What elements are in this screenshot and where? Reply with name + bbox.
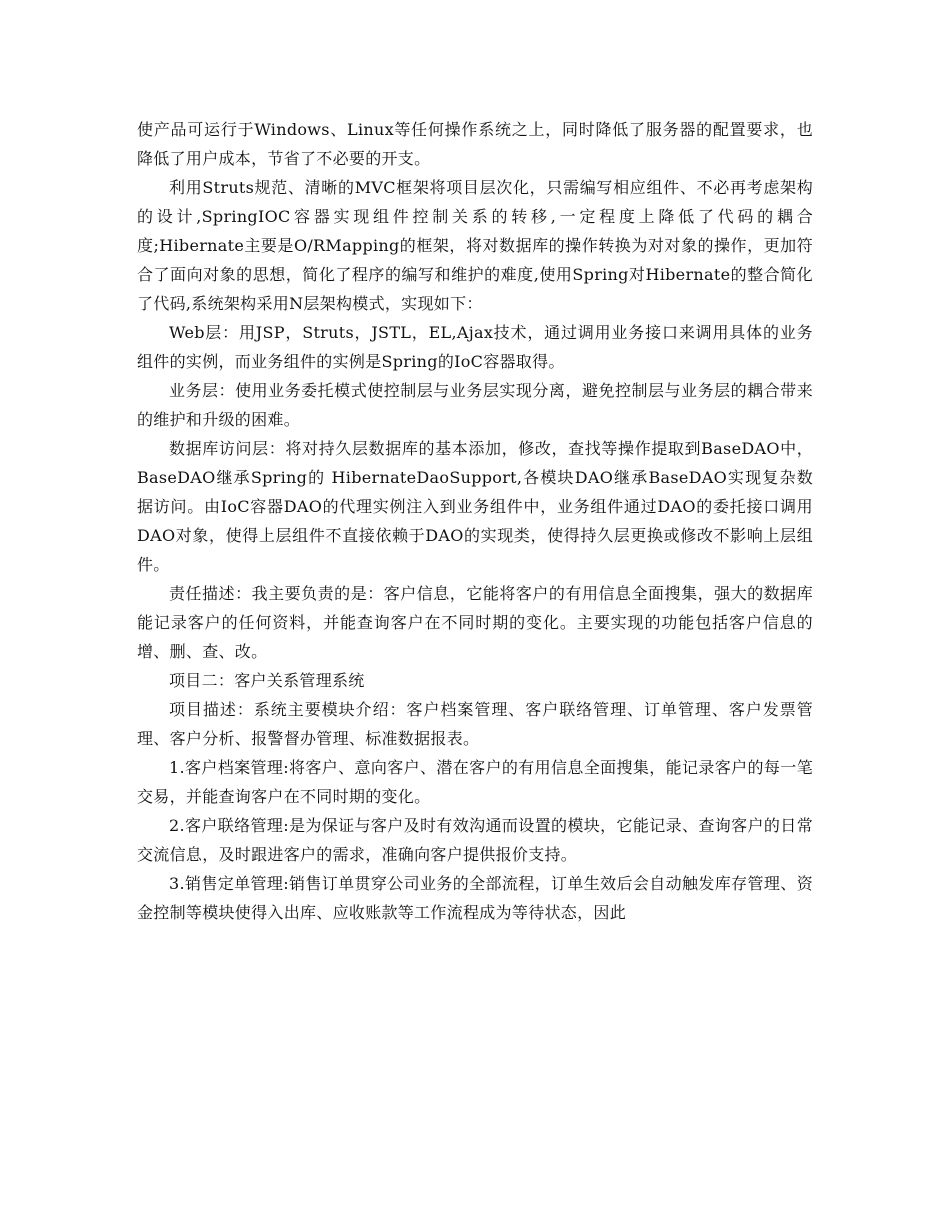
paragraph-architecture: 利用Struts规范、清晰的MVC框架将项目层次化，只需编写相应组件、不必再考虑架构的设计,SpringIOC容器实现组件控制关系的转移,一定程度上降低了代码的耦合度;Hibernate主要是O/RMapping的框架，将对数据库的操作转换为对对象的操作，更加符合了面向对象的思想，简化了程序的编写和维护的难度,使用Spring对Hibernate的整合简化了代码,系统架构采用N层架构模式，实现如下： [137, 178, 813, 313]
paragraph-os-compatibility: 使产品可运行于Windows、Linux等任何操作系统之上，同时降低了服务器的配置要求，也降低了用户成本，节省了不必要的开支。 [137, 120, 813, 168]
document-body [137, 115, 813, 927]
paragraph-item-customer-contact: 2.客户联络管理:是为保证与客户及时有效沟通而设置的模块，它能记录、查询客户的日常交流信息，及时跟进客户的需求，准确向客户提供报价支持。 [137, 816, 813, 864]
paragraph-item-sales-order: 3.销售定单管理:销售订单贯穿公司业务的全部流程，订单生效后会自动触发库存管理、资金控制等模块使得入出库、应收账款等工作流程成为等待状态，因此 [137, 874, 813, 922]
paragraph-responsibility: 责任描述：我主要负责的是：客户信息，它能将客户的有用信息全面搜集，强大的数据库能记录客户的任何资料，并能查询客户在不同时期的变化。主要实现的功能包括客户信息的增、删、查、改。 [137, 584, 813, 661]
paragraph-data-access-layer: 数据库访问层：将对持久层数据库的基本添加，修改，查找等操作提取到BaseDAO中，BaseDAO继承Spring的 HibernateDaoSupport,各模块DAO继承BaseDAO实现复杂数据访问。由IoC容器DAO的代理实例注入到业务组件中，业务组件通过DAO的委托接口调用DAO对象，使得上层组件不直接依赖于DAO的实现类，使得持久层更换或修改不影响上层组件。 [137, 439, 813, 574]
paragraph-project-description: 项目描述：系统主要模块介绍：客户档案管理、客户联络管理、订单管理、客户发票管理、客户分析、报警督办管理、标准数据报表。 [137, 700, 813, 748]
paragraph-project-two-title: 项目二：客户关系管理系统 [169, 671, 365, 690]
paragraph-item-customer-archive: 1.客户档案管理:将客户、意向客户、潜在客户的有用信息全面搜集，能记录客户的每一笔交易，并能查询客户在不同时期的变化。 [137, 758, 813, 806]
paragraph-business-layer: 业务层：使用业务委托模式使控制层与业务层实现分离，避免控制层与业务层的耦合带来的维护和升级的困难。 [137, 381, 813, 429]
paragraph-web-layer: Web层：用JSP，Struts，JSTL，EL,Ajax技术，通过调用业务接口来调用具体的业务组件的实例，而业务组件的实例是Spring的IoC容器取得。 [137, 323, 813, 371]
